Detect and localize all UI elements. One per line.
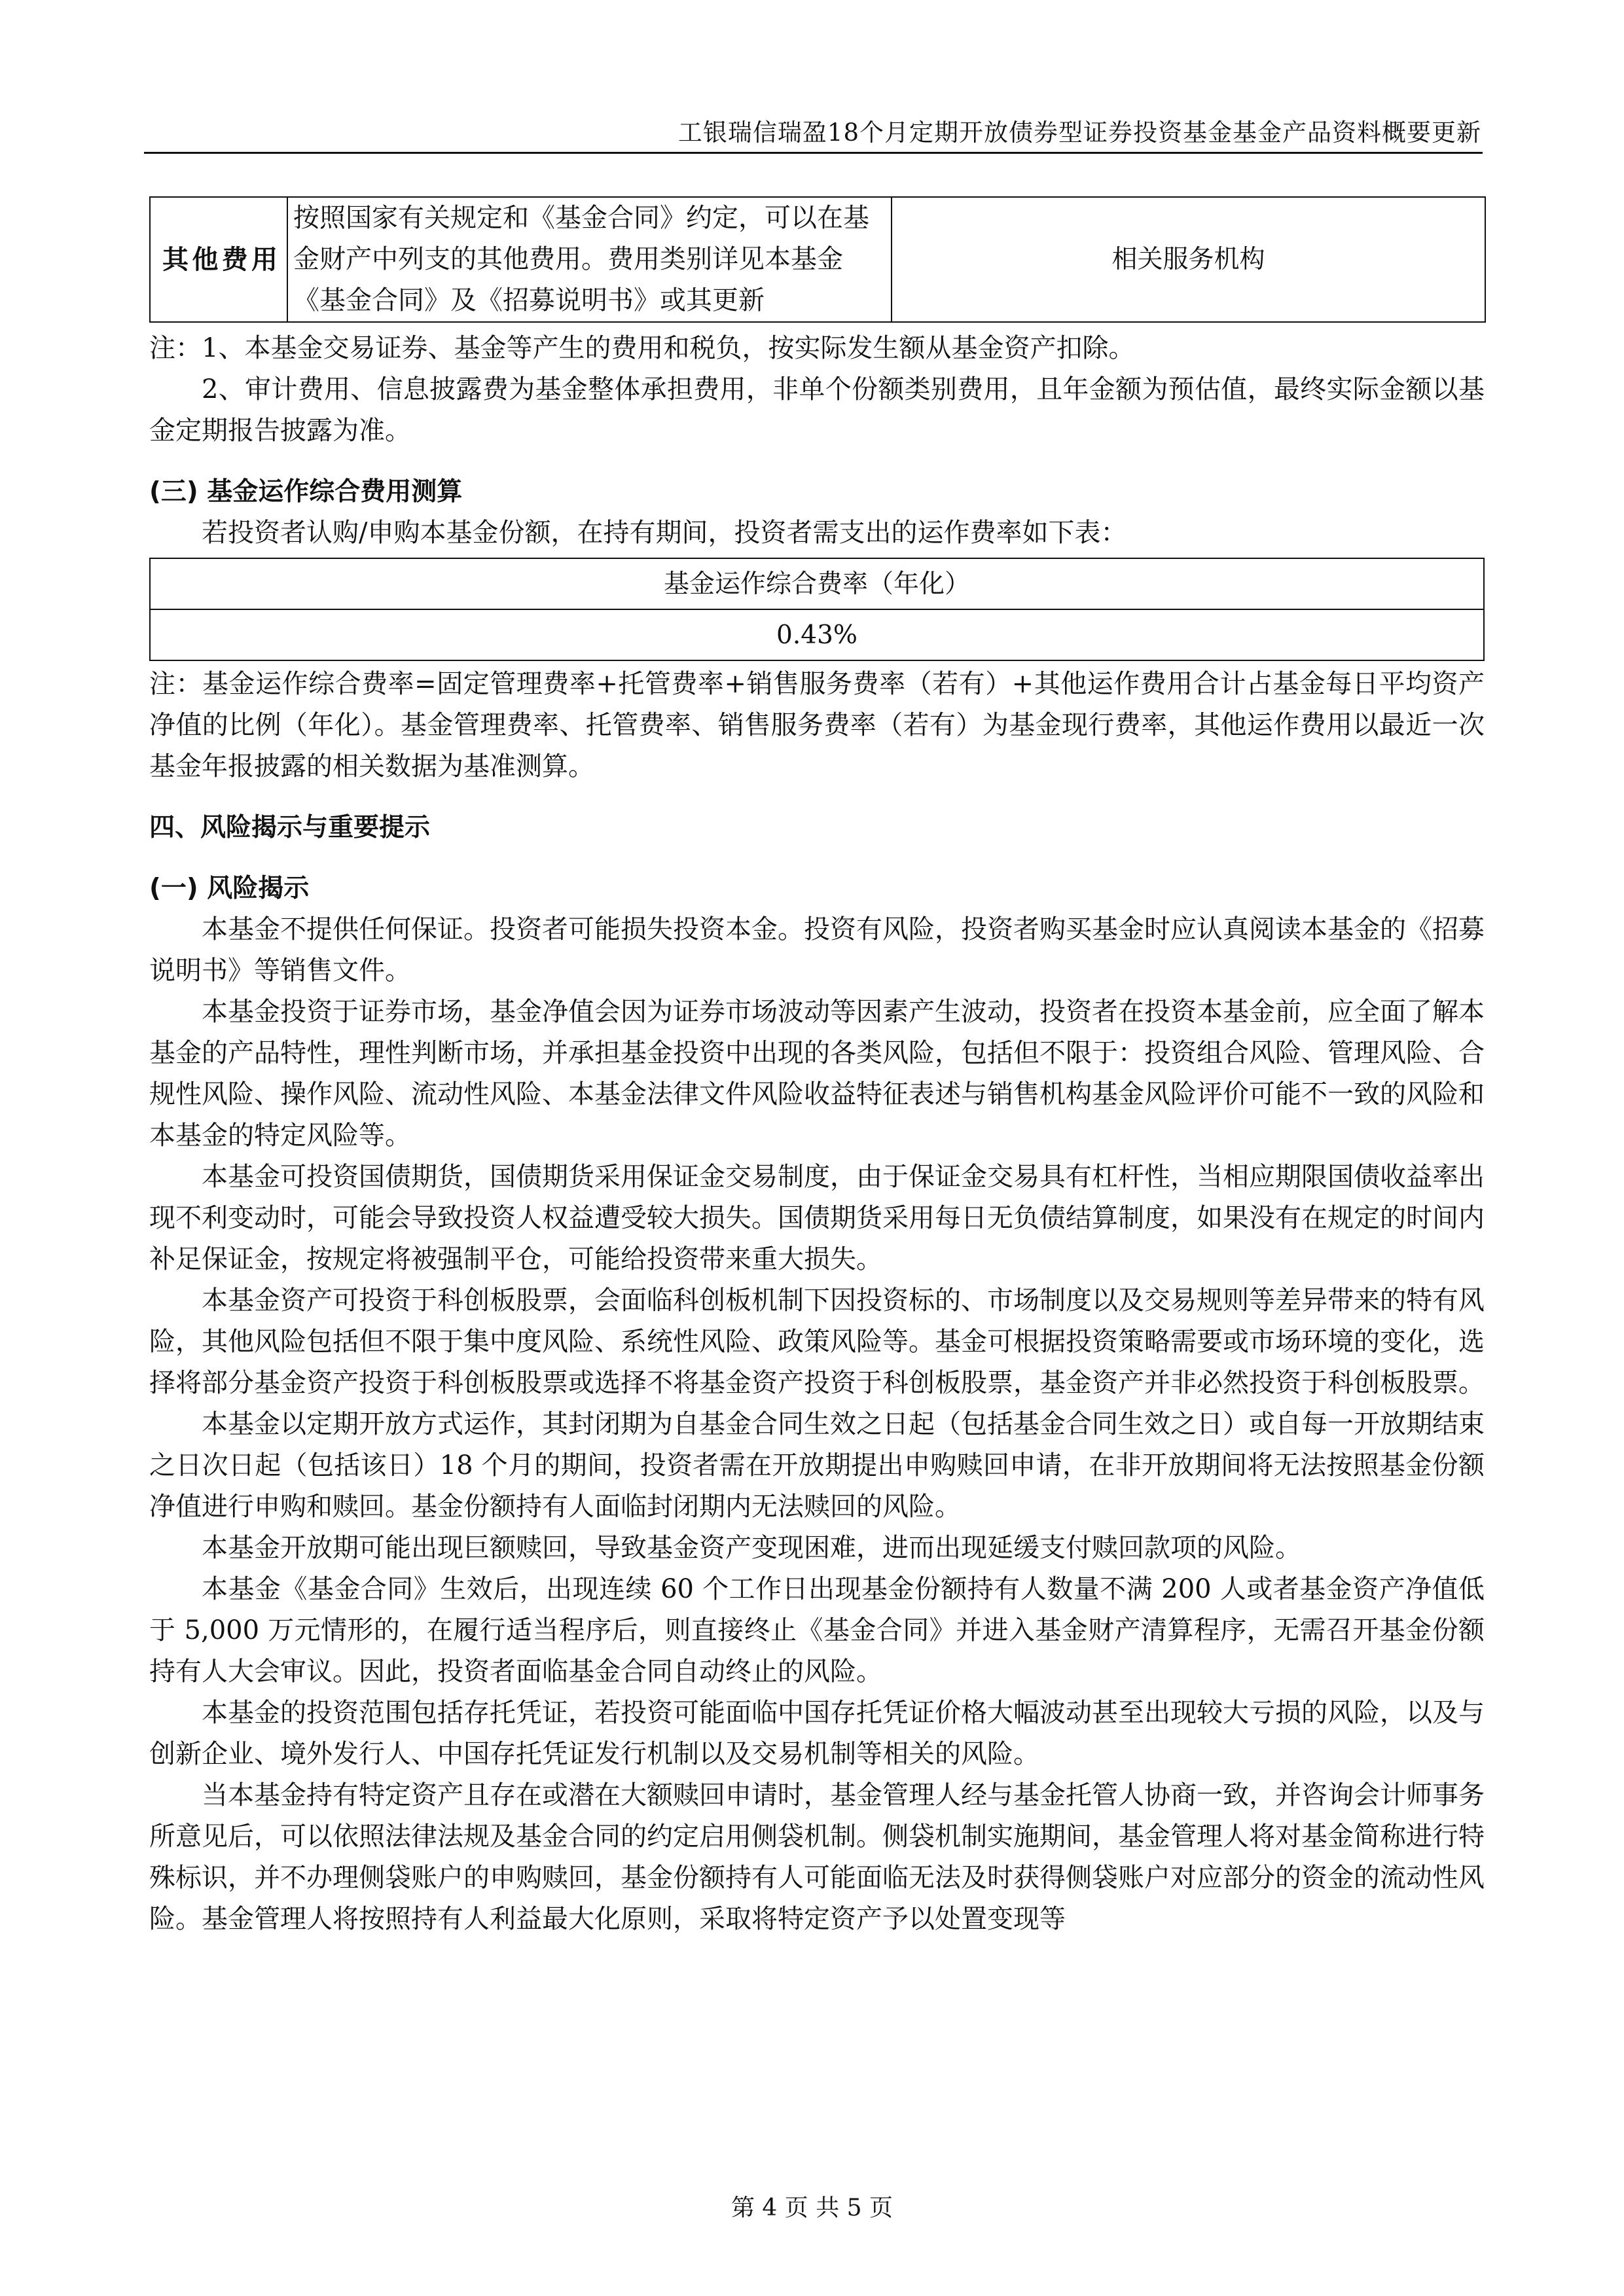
table-row [150, 197, 1485, 322]
section-3-heading: (三) 基金运作综合费用测算 [149, 477, 463, 507]
operating-fee-rate-table [149, 558, 1485, 661]
document-header-title: 工银瑞信瑞盈18个月定期开放债券型证券投资基金基金产品资料概要更新 [677, 118, 1481, 147]
fee-recipient-cell: 相关服务机构 [892, 197, 1485, 322]
risk-paragraph: 本基金资产可投资于科创板股票，会面临科创板机制下因投资标的、市场制度以及交易规则等差异带来的特有风险，其他风险包括但不限于集中度风险、系统性风险、政策风险等。基金可根据投资策略需要或市场环境的变化，选择将部分基金资产投资于科创板股票或选择不将基金资产投资于科创板股票，基金资产并非必然投资于科创板股票。 [149, 1285, 1485, 1398]
risk-paragraph: 本基金不提供任何保证。投资者可能损失投资本金。投资有风险，投资者购买基金时应认真阅读本基金的《招募说明书》等销售文件。 [149, 914, 1485, 986]
risk-paragraph: 本基金的投资范围包括存托凭证，若投资可能面临中国存托凭证价格大幅波动甚至出现较大亏损的风险，以及与创新企业、境外发行人、中国存托凭证发行机制以及交易机制等相关的风险。 [149, 1698, 1485, 1769]
page-number: 第 4 页 共 5 页 [731, 2195, 893, 2221]
table-row [150, 609, 1484, 660]
risk-paragraph: 本基金可投资国债期货，国债期货采用保证金交易制度，由于保证金交易具有杠杆性，当相应期限国债收益率出现不利变动时，可能会导致投资人权益遭受较大损失。国债期货采用每日无负债结算制度，如果没有在规定的时间内补足保证金，按规定将被强制平仓，可能给投资带来重大损失。 [149, 1162, 1485, 1274]
rate-table-value: 0.43% [150, 609, 1484, 660]
risk-paragraph: 当本基金持有特定资产且存在或潜在大额赎回申请时，基金管理人经与基金托管人协商一致，并咨询会计师事务所意见后，可以依照法律法规及基金合同的约定启用侧袋机制。侧袋机制实施期间，基金管理人将对基金简称进行特殊标识，并不办理侧袋账户的申购赎回，基金份额持有人可能面临无法及时获得侧袋账户对应部分的资金的流动性风险。基金管理人将按照持有人利益最大化原则，采取将特定资产予以处置变现等 [149, 1780, 1485, 1934]
risk-paragraph: 本基金以定期开放方式运作，其封闭期为自基金合同生效之日起（包括基金合同生效之日）或自每一开放期结束之日次日起（包括该日）18 个月的期间，投资者需在开放期提出申购赎回申请，在非开放期间将无法按照基金份额净值进行申购和赎回。基金份额持有人面临封闭期内无法赎回的风险。 [149, 1409, 1485, 1522]
risk-paragraph: 本基金开放期可能出现巨额赎回，导致基金资产变现困难，进而出现延缓支付赎回款项的风险。 [202, 1533, 1301, 1563]
section-4-heading: 四、风险揭示与重要提示 [149, 813, 431, 842]
table-row [150, 558, 1484, 609]
risk-disclosure-subheading: (一) 风险揭示 [149, 874, 310, 903]
rate-table-header: 基金运作综合费率（年化） [150, 558, 1484, 609]
section-3-note: 注：基金运作综合费率=固定管理费率+托管费率+销售服务费率（若有）+其他运作费用合计占基金每日平均资产净值的比例（年化）。基金管理费率、托管费率、销售服务费率（若有）为基金现行费率，其他运作费用以最近一次基金年报披露的相关数据为基准测算。 [149, 669, 1485, 781]
risk-paragraph: 本基金《基金合同》生效后，出现连续 60 个工作日出现基金份额持有人数量不满 200 人或者基金资产净值低于 5,000 万元情形的，在履行适当程序后，则直接终止《基金合同》并进入基金财产清算程序，无需召开基金份额持有人大会审议。因此，投资者面临基金合同自动终止的风险。 [149, 1574, 1485, 1687]
page-content [149, 196, 1485, 1940]
other-fees-table [149, 196, 1486, 323]
fee-note-2: 2、审计费用、信息披露费为基金整体承担费用，非单个份额类别费用，且年金额为预估值，最终实际金额以基金定期报告披露为准。 [149, 374, 1485, 446]
header-divider [144, 152, 1483, 154]
fee-name-cell: 其他费用 [150, 197, 287, 322]
fee-note-1: 注：1、本基金交易证券、基金等产生的费用和税负，按实际发生额从基金资产扣除。 [149, 333, 1135, 363]
section-3-intro: 若投资者认购/申购本基金份额，在持有期间，投资者需支出的运作费率如下表： [202, 518, 1127, 548]
risk-paragraph: 本基金投资于证券市场，基金净值会因为证券市场波动等因素产生波动，投资者在投资本基金前，应全面了解本基金的产品特性，理性判断市场，并承担基金投资中出现的各类风险，包括但不限于：投资组合风险、管理风险、合规性风险、操作风险、流动性风险、本基金法律文件风险收益特征表述与销售机构基金风险评价可能不一致的风险和本基金的特定风险等。 [149, 997, 1485, 1151]
fee-description-cell: 按照国家有关规定和《基金合同》约定，可以在基金财产中列支的其他费用。费用类别详见本基金《基金合同》及《招募说明书》或其更新 [287, 197, 892, 322]
